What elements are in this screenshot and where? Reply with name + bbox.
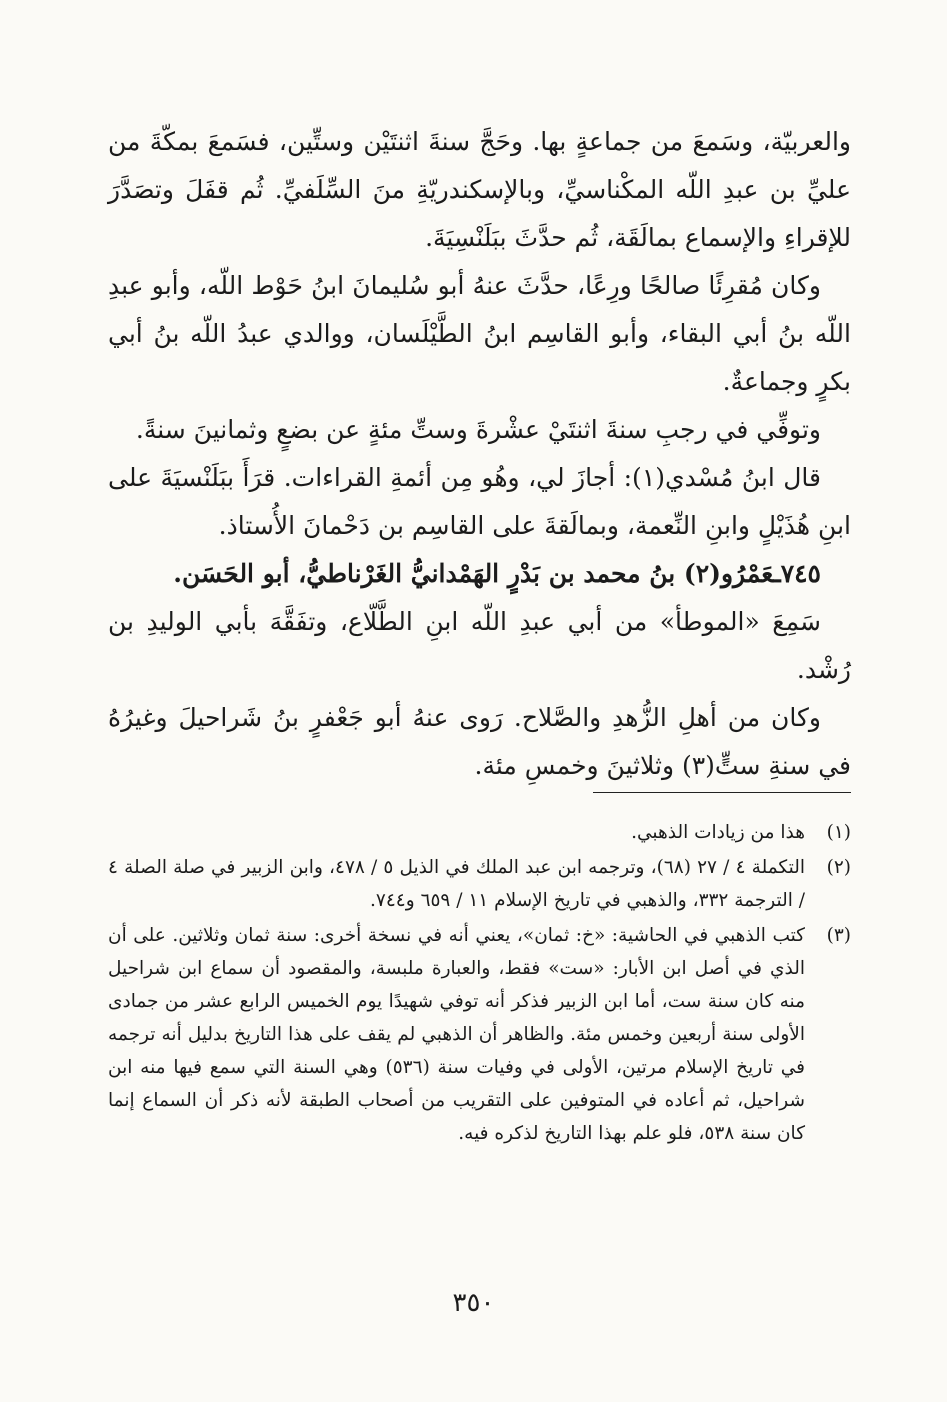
paragraph-1: والعربيّة، وسَمعَ من جماعةٍ بها. وحَجَّ سنةَ اثنتَيْن وستِّين، فسَمعَ بمكّةَ من عليِّ بن عبدِ اللّه المكْناسيِّ، وبالإسكندريّةِ منَ السِّلَفيِّ. ثُم قفَلَ وتصَدَّرَ للإقراءِ والإسماع بمالَقَة، ثُم حدَّثَ ببَلَنْسِيَةَ. (108, 127, 851, 252)
paragraph-3: وتوفِّي في رجبِ سنةَ اثنتَيْ عشْرةَ وستِّ مئةٍ عن بضعٍ وثمانينَ سنةً. (135, 415, 821, 444)
paragraph-4: قال ابنُ مُسْدي(١): أجازَ لي، وهُو مِن أئمةِ القراءات. قرَأَ ببَلَنْسيَةَ على ابنِ هُذَيْلٍ وابنِ النِّعمة، وبمالَقةَ على القاسِم بن دَحْمانَ الأُستاذ. (108, 463, 851, 540)
paragraph-2: وكان مُقرِئًا صالحًا ورِعًا، حدَّثَ عنهُ أبو سُليمانَ ابنُ حَوْط اللّه، وأبو عبدِ اللّه بنُ أبي البقاء، وأبو القاسِم ابنُ الطَّيْلَسان، ووالدي عبدُ اللّه بنُ أبي بكرٍ وجماعةٌ. (108, 271, 851, 396)
entry-number: ٧٤٥ (780, 559, 821, 588)
footnote-divider (593, 792, 851, 793)
main-text-block (108, 118, 851, 790)
page-number: ٣٥٠ (452, 1288, 495, 1318)
footnote-1 (108, 816, 851, 849)
footnote-3 (108, 919, 851, 1150)
paragraph-5: سَمِعَ «الموطأ» من أبي عبدِ اللّه ابنِ الطَّلّاع، وتفَقَّهَ بأبي الوليدِ بن رُشْد. (108, 607, 851, 684)
entry-name: عَمْرُو(٢) بنُ محمد بن بَدْرٍ الهَمْدانيُّ الغَرْناطيُّ، أبو الحَسَن. (173, 559, 774, 588)
footnote-number: (٢) (826, 857, 851, 878)
footnote-text: كتب الذهبي في الحاشية: «خ: ثمان»، يعني أنه في نسخة أخرى: سنة ثمان وثلاثين. على أن الذي في أصل ابن الأبار: «ست» فقط، والعبارة ملبسة، والمقصود أن سماع ابن شراحيل منه كان سنة ست، أما ابن الزبير فذكر أنه توفي شهيدًا يوم الخميس الرابع عشر من جمادى الأولى سنة أربعين وخمس مئة. والظاهر أن الذهبي لم يقف على هذا التاريخ بدليل أنه ترجمه في تاريخ الإسلام مرتين، الأولى في وفيات سنة (٥٣٦) وهي السنة التي سمع فيها منه ابن شراحيل، ثم أعاده في المتوفين على التقريب من أصحاب الطبقة لأنه ذكر أن السماع إنما كان سنة ٥٣٨، فلو علم بهذا التاريخ لذكره فيه. (108, 925, 806, 1144)
footnote-number: (٣) (826, 925, 851, 946)
footnote-text: هذا من زيادات الذهبي. (631, 822, 805, 843)
paragraph-6: وكان من أهلِ الزُّهدِ والصَّلاح. رَوى عنهُ أبو جَعْفرٍ بنُ شَراحيلَ وغيرُهُ في سنةِ ستٍّ(٣) وثلاثينَ وخمسِ مئة. (108, 703, 851, 780)
footnote-2 (108, 851, 851, 917)
footnote-number: (١) (826, 822, 851, 843)
entry-heading (108, 550, 851, 598)
entry-dash: ـ (773, 559, 781, 588)
footnotes-block (108, 816, 851, 1152)
footnote-text: التكملة ٤ / ٢٧ (٦٨)، وترجمه ابن عبد الملك في الذيل ٥ / ٤٧٨، وابن الزبير في صلة الصلة ٤ / الترجمة ٣٣٢، والذهبي في تاريخ الإسلام ١١ / ٦٥٩ و٧٤٤. (108, 857, 805, 911)
